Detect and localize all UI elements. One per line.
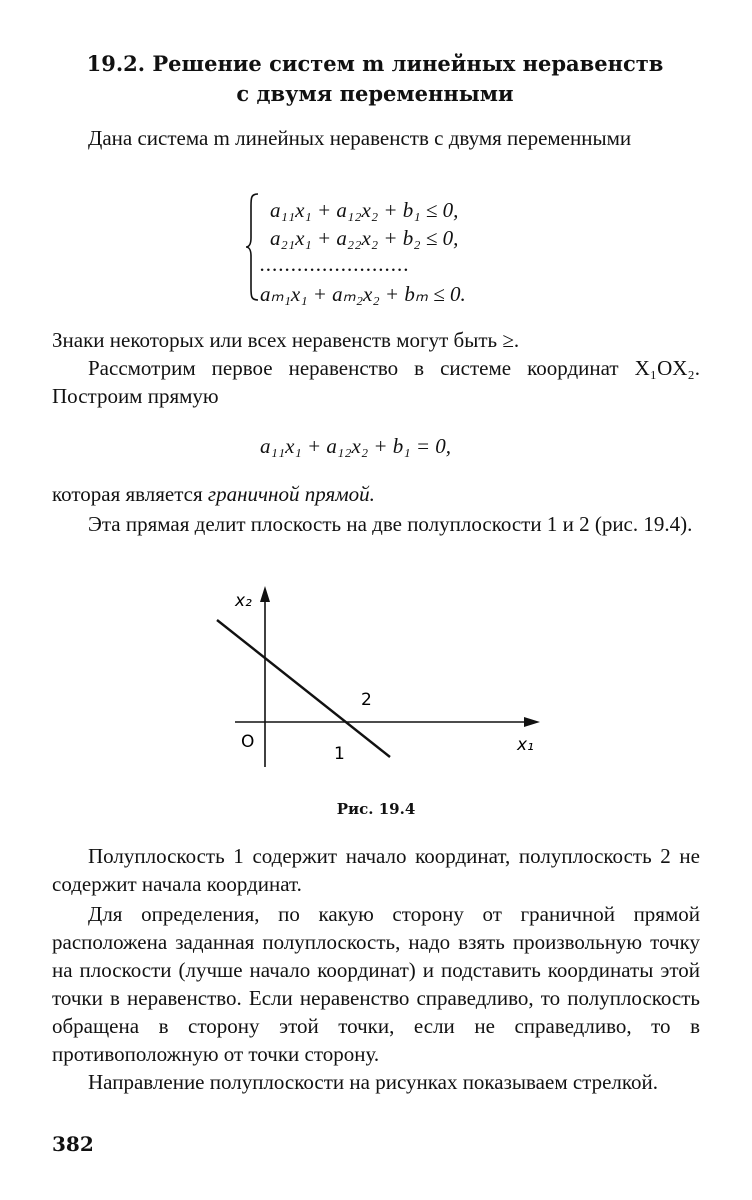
paragraph-intro: Дана система m линейных неравенств с двумя переменными: [88, 126, 632, 150]
system-row-dots: ........................: [260, 252, 410, 276]
paragraph-boundary: [52, 480, 700, 508]
figure-half-planes: [205, 582, 550, 782]
section-title-line1: 19.2. Решение систем m линейных неравенств: [86, 51, 664, 76]
section-title-line2: с двумя переменными: [236, 81, 514, 106]
system-brace: [245, 192, 259, 302]
boundary-text: которая является: [52, 482, 208, 506]
figure-caption: Рис. 19.4: [336, 800, 416, 818]
boundary-term: граничной прямой.: [207, 482, 375, 506]
system-row-2: a₂₁x₁ + a₂₂x₂ + b₂ ≤ 0,: [270, 226, 459, 250]
x1-axis-arrow: [524, 717, 540, 727]
paragraph-halfplanes: Полуплоскость 1 содержит начало координат, полуплоскость 2 не содержит начала координат.: [52, 844, 700, 896]
paragraph-divides: Эта прямая делит плоскость на две полуплоскости 1 и 2 (рис. 19.4).: [88, 512, 693, 536]
x2-axis-arrow: [260, 586, 270, 602]
x1-axis-label: x₁: [517, 735, 534, 755]
x2-axis-label: x₂: [235, 591, 252, 611]
system-row-1: a₁₁x₁ + a₁₂x₂ + b₁ ≤ 0,: [270, 198, 459, 222]
half-plane-1-label: 1: [334, 744, 345, 764]
page-number: 382: [52, 1132, 94, 1156]
boundary-line-equation: a₁₁x₁ + a₁₂x₂ + b₁ = 0,: [260, 434, 452, 458]
paragraph-signs: Знаки некоторых или всех неравенств могут быть ≥.: [52, 328, 520, 352]
system-row-m: aₘ₁x₁ + aₘ₂x₂ + bₘ ≤ 0.: [260, 282, 466, 306]
paragraph-direction: Направление полуплоскости на рисунках показываем стрелкой.: [88, 1070, 659, 1094]
half-plane-2-label: 2: [361, 690, 372, 710]
origin-label: O: [241, 732, 255, 752]
paragraph-determine: Для определения, по какую сторону от граничной прямой расположена заданная полуплоскость, надо взять произвольную точку на плоскости (лучше начало координат) и подставить координаты этой точки в неравенство. Если неравенство справедливо, то полуплоскость обращена в сторону этой точки, если не справедливо, то в противоположную от точки сторону.: [52, 902, 700, 1066]
paragraph-consider: Рассмотрим первое неравенство в системе координат X₁OX₂. Построим прямую: [52, 356, 700, 408]
